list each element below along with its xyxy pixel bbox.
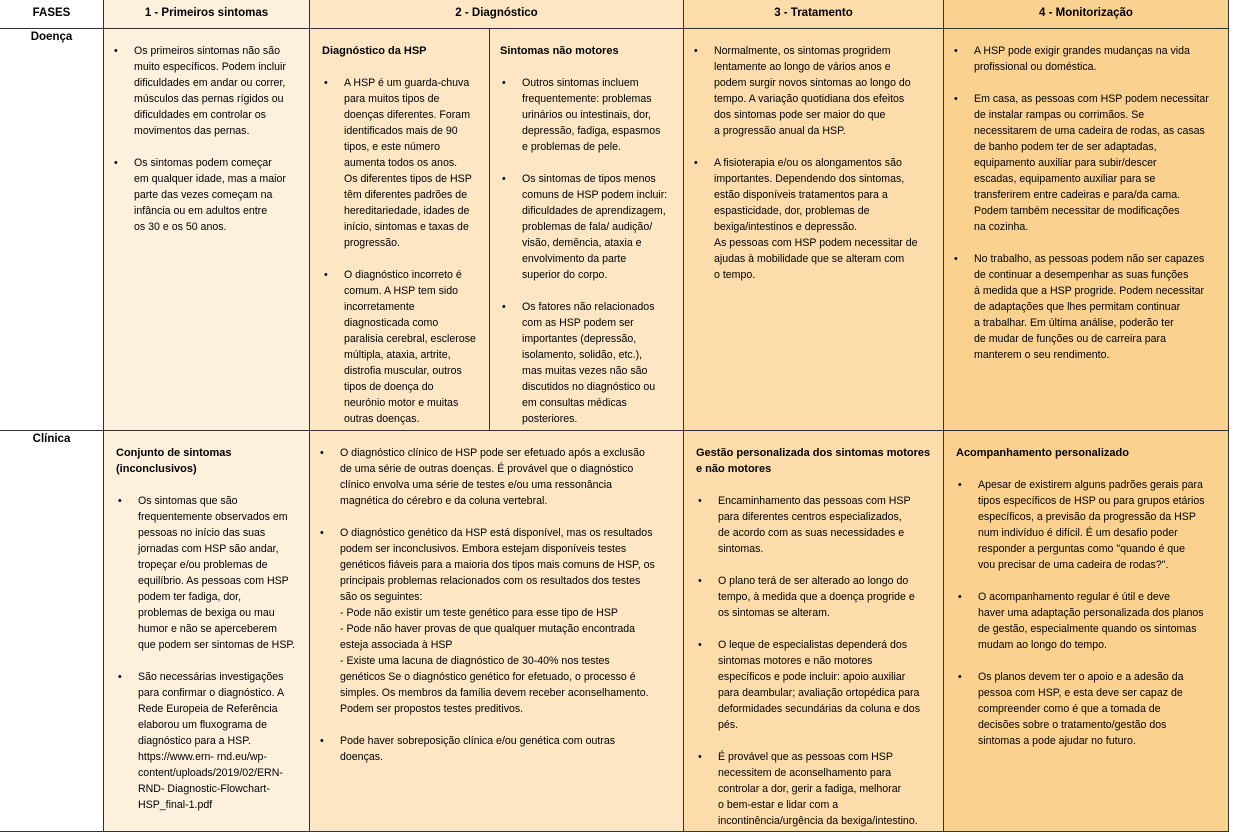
list-item: • A fisioterapia e/ou os alongamentos são importantes. Dependendo dos sintomas, estão disponíveis tratamentos para a espasticidade, dor, problemas de bexiga/intestinos e depressão. As pessoas com HSP podem necessitar de ajudas à mobilidade que se alteram com o tempo.	[692, 155, 937, 283]
list-item: • O leque de especialistas dependerá dos sintomas motores e não motores específicos e pode incluir: apoio auxiliar para deambular; avaliação ortopédica para deformidades secundárias da coluna e dos pés.	[696, 637, 939, 733]
cell-clinica-monitorizacao	[944, 431, 1229, 832]
cell-clinica-diagnostico	[310, 431, 684, 832]
list-item: • O diagnóstico incorreto é comum. A HSP tem sido incorretamente diagnosticada como paralisia cerebral, esclerose múltipla, ataxia, artrite, distrofia muscular, outros tipos de doença do neurónio motor e muitas outras doenças.	[322, 267, 485, 427]
list-item: • Os sintomas que são frequentemente observados em pessoas no início das suas jornadas com HSP são andar, tropeçar e/ou problemas de equilíbrio. As pessoas com HSP podem ter fadiga, dor, problemas de bexiga ou mau humor e não se aperceberem que podem ser sintomas de HSP.	[116, 493, 305, 653]
list-item: • Apesar de existirem alguns padrões gerais para tipos específicos de HSP ou para grupos etários específicos, a previsão da progressão da HSP num indivíduo é difícil. É um desafio poder responder a perguntas como "quando é que vou precisar de uma cadeira de rodas?".	[956, 477, 1224, 573]
list-item: • Em casa, as pessoas com HSP podem necessitar de instalar rampas ou corrimãos. Se necessitarem de uma cadeira de rodas, as casas de banho podem ter de ser adaptadas, equipamento auxiliar para subir/descer escadas, equipamento auxiliar para se transferirem entre cadeiras e para/da cama. Podem também necessitar de modificações na cozinha.	[952, 91, 1222, 235]
list-item: • Os primeiros sintomas não são muito específicos. Podem incluir dificuldades em andar ou correr, músculos das pernas rígidos ou dificuldades em controlar os movimentos das pernas.	[112, 43, 303, 139]
list-item: • Encaminhamento das pessoas com HSP para diferentes centros especializados, de acordo com as suas necessidades e sintomas.	[696, 493, 939, 557]
row-label-doenca: Doença	[0, 29, 104, 431]
header-tratamento: 3 - Tratamento	[684, 0, 944, 29]
list-item: • A HSP pode exigir grandes mudanças na vida profissional ou doméstica.	[952, 43, 1222, 75]
list-item: • A HSP é um guarda-chuva para muitos tipos de doenças diferentes. Foram identificados mais de 90 tipos, e este número aumenta todos os anos. Os diferentes tipos de HSP têm diferentes padrões de hereditariedade, idades de início, sintomas e taxas de progressão.	[322, 75, 485, 251]
list-item: • O diagnóstico genético da HSP está disponível, mas os resultados podem ser inconclusivos. Embora estejam disponíveis testes genéticos fiáveis para a maioria dos tipos mais comuns de HSP, os principais problemas relacionados com os resultados dos testes são os seguintes: - Pode não existir um teste genético para esse tipo de HSP - Pode não haver provas de que qualquer mutação encontrada esteja associada à HSP - Existe uma lacuna de diagnóstico de 30-40% nos testes genéticos Se o diagnóstico genético for efetuado, o processo é simples. Os membros da família devem receber aconselhamento. Podem ser propostos testes preditivos.	[318, 525, 677, 717]
list-item: • No trabalho, as pessoas podem não ser capazes de continuar a desempenhar as suas funções à medida que a HSP progride. Podem necessitar de adaptações que lhes permitam continuar a trabalhar. Em última análise, poderão ter de mudar de funções ou de carreira para manterem o seu rendimento.	[952, 251, 1222, 363]
list-item: • Outros sintomas incluem frequentemente: problemas urinários ou intestinais, dor, depressão, fadiga, espasmos e problemas de pele.	[500, 75, 679, 155]
cell-clinica-primeiros-sintomas	[104, 431, 310, 832]
list-item: • Os fatores não relacionados com as HSP podem ser importantes (depressão, isolamento, solidão, etc.), mas muitas vezes não são discutidos no diagnóstico ou em consultas médicas posteriores.	[500, 299, 679, 427]
list-item: • Os sintomas podem começar em qualquer idade, mas a maior parte das vezes começam na infância ou em adultos entre os 30 e os 50 anos.	[112, 155, 303, 235]
cell-doenca-monitorizacao	[944, 29, 1229, 431]
header-diagnostico: 2 - Diagnóstico	[310, 0, 684, 29]
list-item: • É provável que as pessoas com HSP necessitem de aconselhamento para controlar a dor, gerir a fadiga, melhorar o bem-estar e lidar com a incontinência/urgência da bexiga/intestino.	[696, 749, 939, 829]
section-title: Conjunto de sintomas (inconclusivos)	[116, 447, 232, 475]
list-item: • O acompanhamento regular é útil e deve haver uma adaptação personalizada dos planos de gestão, especialmente quando os sintomas mudam ao longo do tempo.	[956, 589, 1224, 653]
list-item: • O diagnóstico clínico de HSP pode ser efetuado após a exclusão de uma série de outras doenças. É provável que o diagnóstico clínico envolva uma série de testes e/ou uma ressonância magnética do cérebro e da coluna vertebral.	[318, 445, 677, 509]
cell-doenca-diagnostico-hsp	[310, 29, 490, 431]
list-item: • Pode haver sobreposição clínica e/ou genética com outras doenças.	[318, 733, 677, 765]
cell-doenca-primeiros-sintomas	[104, 29, 310, 431]
list-item: • Normalmente, os sintomas progridem lentamente ao longo de vários anos e podem surgir novos sintomas ao longo do tempo. A variação quotidiana dos efeitos dos sintomas pode ser maior do que a progressão anual da HSP.	[692, 43, 937, 139]
header-primeiros-sintomas: 1 - Primeiros sintomas	[104, 0, 310, 29]
cell-doenca-sintomas-nao-motores	[490, 29, 684, 431]
section-title: Diagnóstico da HSP	[322, 45, 427, 57]
list-item: • O plano terá de ser alterado ao longo do tempo, à medida que a doença progride e os sintomas se alteram.	[696, 573, 939, 621]
cell-clinica-tratamento	[684, 431, 944, 832]
section-title: Acompanhamento personalizado	[956, 447, 1129, 459]
header-monitorizacao: 4 - Monitorização	[944, 0, 1229, 29]
section-title: Gestão personalizada dos sintomas motores e não motores	[696, 447, 931, 475]
row-label-clinica: Clínica	[0, 431, 104, 832]
section-title: Sintomas não motores	[500, 45, 619, 57]
list-item: • São necessárias investigações para confirmar o diagnóstico. A Rede Europeia de Referência elaborou um fluxograma de diagnóstico para a HSP. https://www.ern- rnd.eu/wp- content/uploads/2019/02/ERN- RND- Diagnostic-Flowchart- HSP_final-1.pdf	[116, 669, 305, 813]
cell-doenca-tratamento	[684, 29, 944, 431]
list-item: • Os sintomas de tipos menos comuns de HSP podem incluir: dificuldades de aprendizagem, problemas de fala/ audição/ visão, demência, ataxia e envolvimento da parte superior do corpo.	[500, 171, 679, 283]
list-item: • Os planos devem ter o apoio e a adesão da pessoa com HSP, e esta deve ser capaz de compreender como é que a tomada de decisões sobre o tratamento/gestão dos sintomas a pode ajudar no futuro.	[956, 669, 1224, 749]
header-fases: FASES	[0, 0, 104, 29]
